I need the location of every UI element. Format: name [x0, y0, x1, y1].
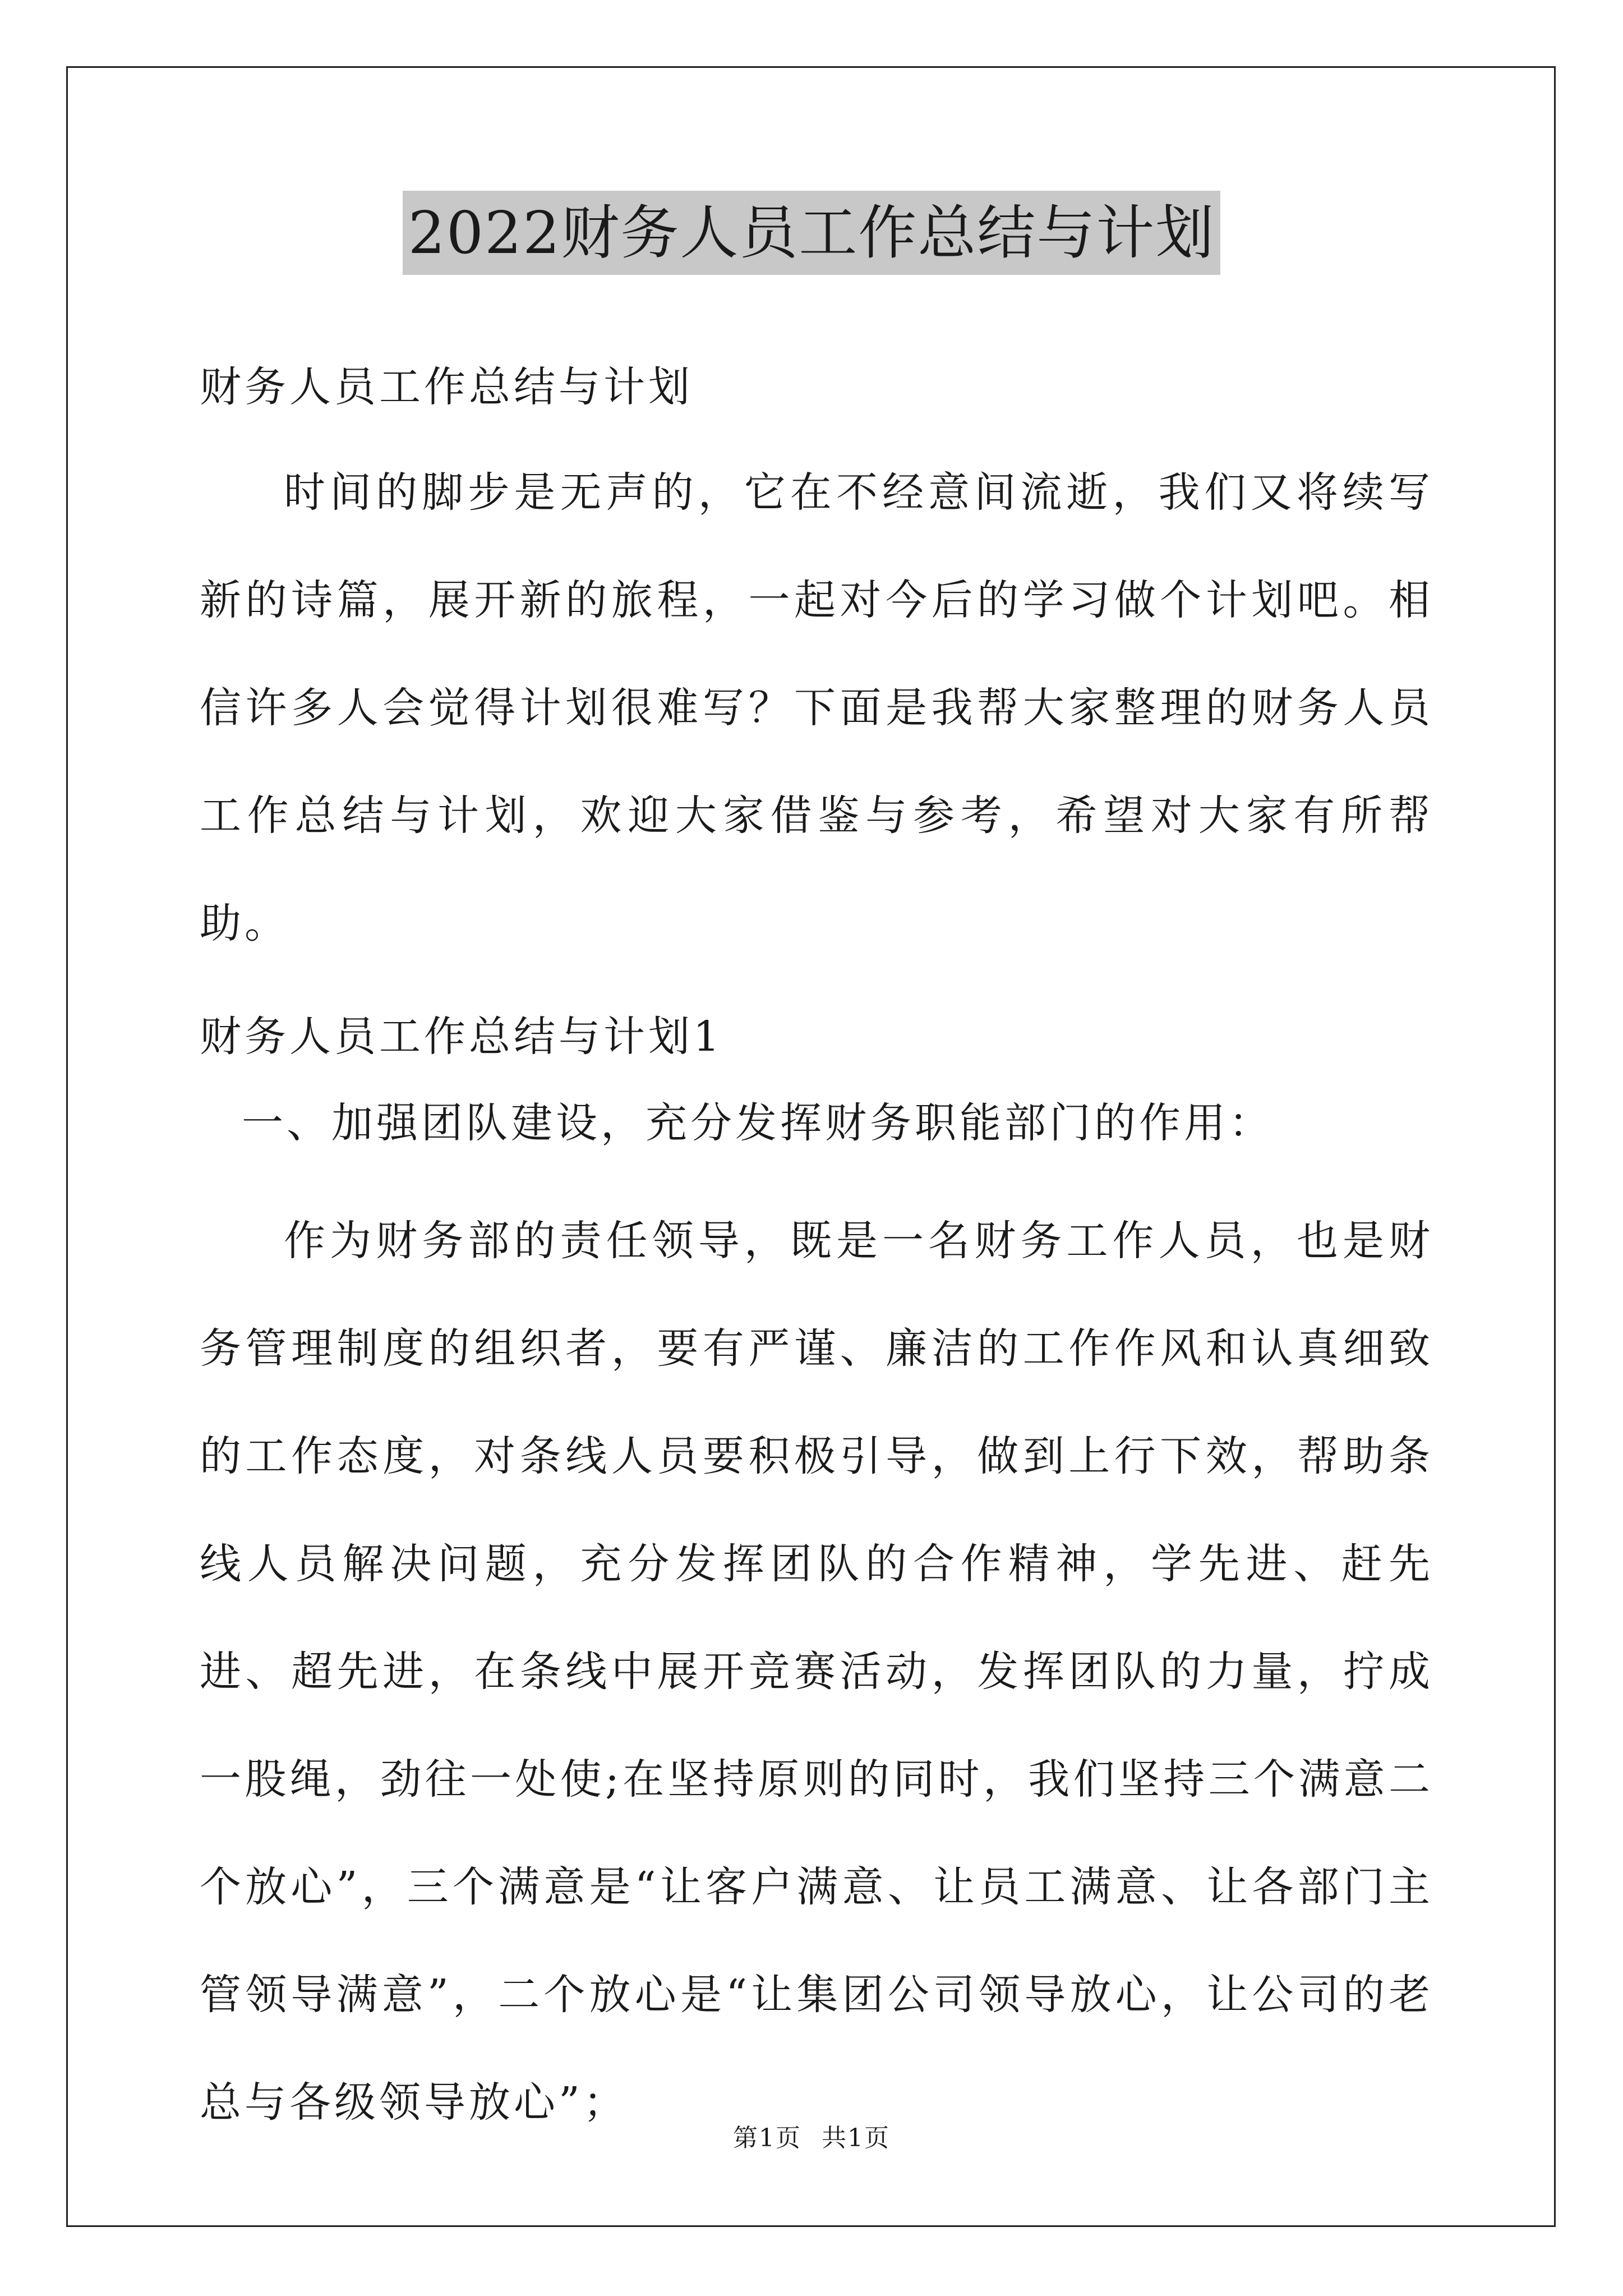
subtitle: 财务人员工作总结与计划: [200, 363, 693, 411]
title-container: [0, 191, 1623, 275]
page-number-total: 共1页: [822, 2124, 890, 2152]
section-heading: 财务人员工作总结与计划1: [200, 1013, 723, 1061]
point-heading: 一、加强团队建设，充分发挥财务职能部门的作用：: [242, 1099, 1274, 1147]
document-title: 2022财务人员工作总结与计划: [403, 191, 1221, 275]
page-number-current: 第1页: [733, 2124, 801, 2152]
page-footer: [0, 2118, 1623, 2154]
intro-paragraph: 时间的脚步是无声的，它在不经意间流逝，我们又将续写新的诗篇，展开新的旅程，一起对今后的学习做个计划吧。相信许多人会觉得计划很难写？下面是我帮大家整理的财务人员工作总结与计划，欢迎大家借鉴与参考，希望对大家有所帮助。: [200, 468, 1433, 947]
body-paragraph: 作为财务部的责任领导，既是一名财务工作人员，也是财务管理制度的组织者，要有严谨、廉洁的工作作风和认真细致的工作态度，对条线人员要积极引导，做到上行下效，帮助条线人员解决问题，充分发挥团队的合作精神，学先进、赶先进、超先进，在条线中展开竞赛活动，发挥团队的力量，拧成一股绳，劲往一处使;在坚持原则的同时，我们坚持三个满意二个放心”，三个满意是“让客户满意、让员工满意、让各部门主管领导满意”，二个放心是“让集团公司领导放心，让公司的老总与各级领导放心”；: [200, 1217, 1433, 2127]
